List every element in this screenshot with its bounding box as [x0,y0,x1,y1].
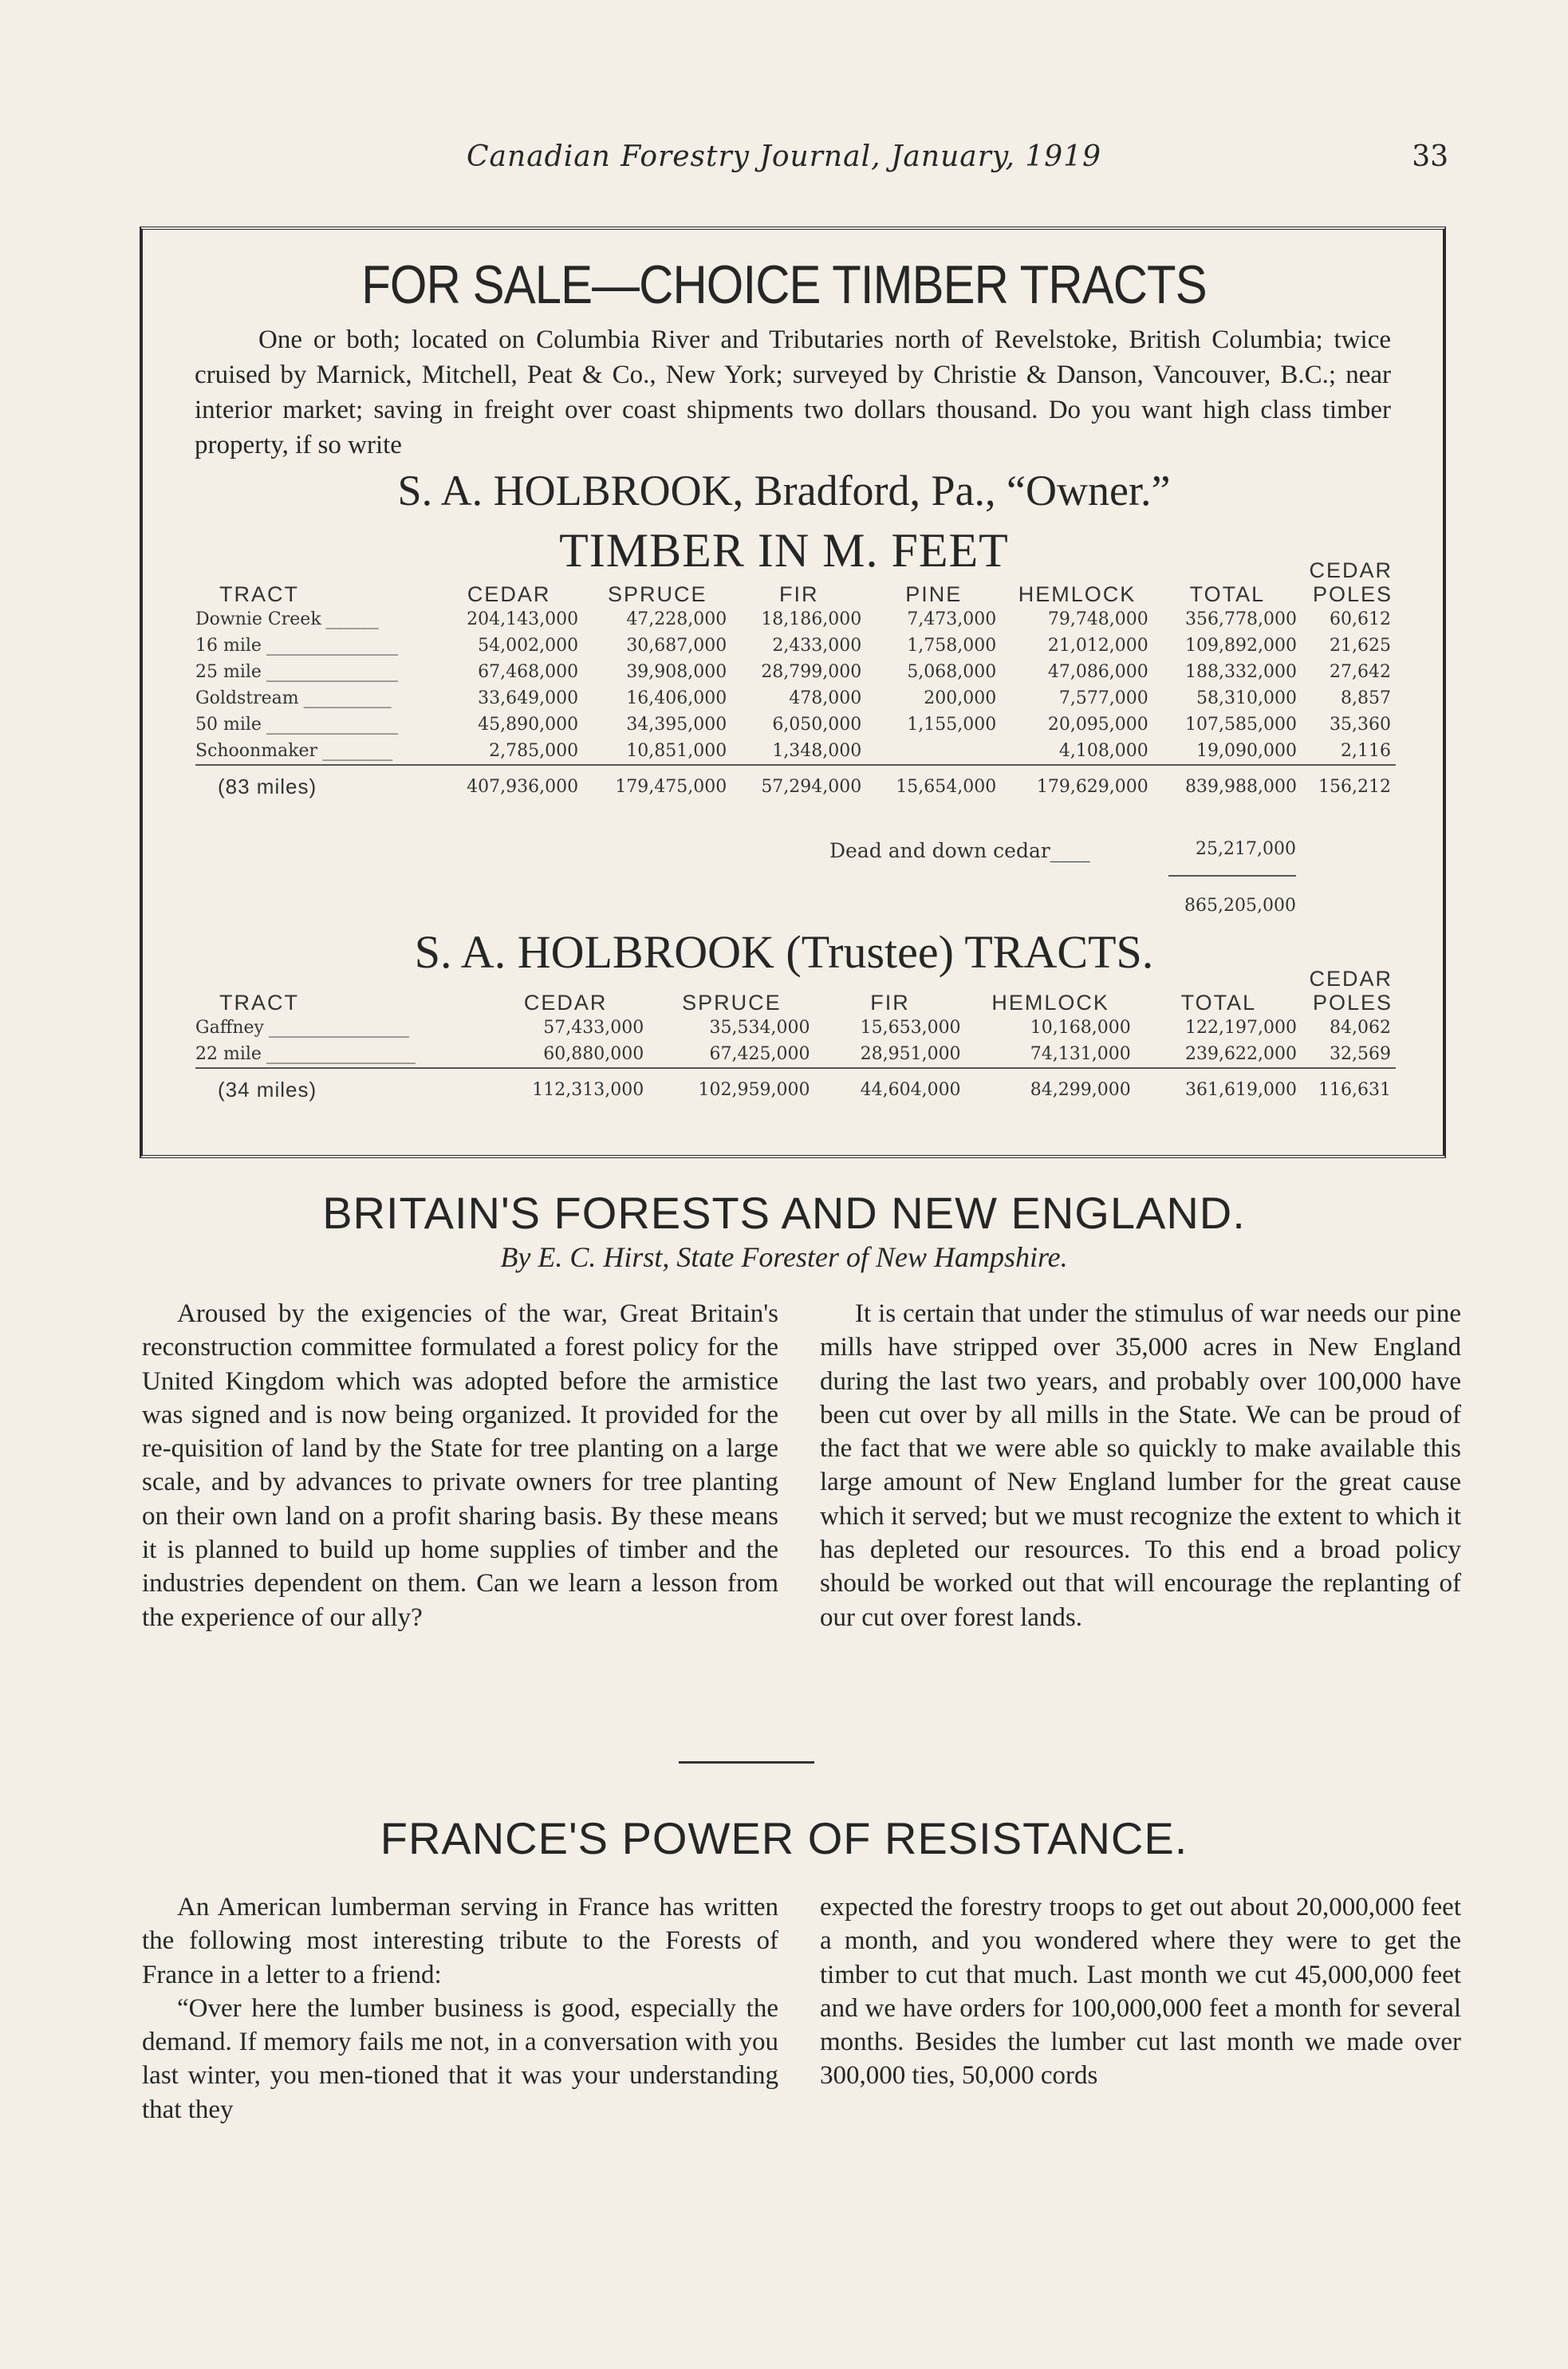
table-cell: 60,612 [1330,609,1391,629]
tract-name [195,711,435,738]
table-row [195,685,1396,711]
table-cell: 356,778,000 [1185,609,1297,629]
col-header-fir: FIR [870,991,910,1015]
article1-paragraph: It is certain that under the stimulus of war needs our pine mills have stripped over 35,000 acres in New England during the last two years, and probably over 100,000 have been cut over by all mills in the State. We can be proud of the fact that we were able so quickly to make available this large amount of New England lumber for the great cause which it served; but we must recognize the extent to which it has depleted our resources. To this end a broad policy should be worked out that will encourage the replanting of our cut over forest lands. [820,1299,1461,1632]
table-row [195,1041,1396,1068]
col-header-tract: TRACT [219,991,299,1015]
table-cell: 47,228,000 [626,609,727,629]
table-cell: 8,857 [1341,688,1391,708]
article2-column-left [142,1890,778,2127]
running-header-title: Canadian Forestry Journal, January, 1919 [467,140,1101,173]
dot-leader: ________________ [268,1018,409,1038]
col-header-tract: TRACT [219,582,299,606]
tract-label: Schoonmaker [195,741,318,761]
ad-body: One or both; located on Columbia River and Tributaries north of Revelstoke, British Columbia; twice cruised by Marnick, Mitchell, Peat & Co., New York; surveyed by Christie & Danson, Vancouver, B.C.; near interior market; saving in freight over coast shipments two dollars thousand. Do you want high class timber property, if so write [195,325,1391,459]
table-cell: 19,090,000 [1196,741,1297,761]
tract-name [195,659,435,685]
tract-name [195,606,435,633]
article1-byline: By E. C. Hirst, State Forester of New Hampshire. [500,1241,1068,1273]
table-cell: 34,395,000 [626,715,727,735]
article1-column-right [820,1297,1461,1634]
article2-column-right [820,1890,1461,2093]
table-cell: 57,433,000 [543,1018,644,1038]
table-cell: 30,687,000 [626,636,727,656]
table-cell: 10,851,000 [626,741,727,761]
table-cell: 58,310,000 [1196,688,1297,708]
dot-leader: ________ [322,741,393,761]
total-cell: 179,629,000 [1036,777,1148,797]
table-row [195,633,1396,659]
col-header-total: TOTAL [1189,582,1266,606]
dead-cedar-label: Dead and down cedar____ [829,839,1090,862]
table-cell: 45,890,000 [478,715,579,735]
total-cell: 156,212 [1318,777,1391,797]
table-cell [866,738,1001,765]
article2-paragraph: expected the forestry troops to get out about 20,000,000 feet a month, and you wondered where they were to get the timber to cut that much. Last month we cut 45,000,000 feet and we have orders for 100,000,000 feet a month for several months. Besides the lumber cut last month we made over 300,000 ties, 50,000 cords [820,1893,1461,2091]
table-row [195,659,1396,685]
col-header-spruce: SPRUCE [682,991,782,1015]
table-cell: 188,332,000 [1185,662,1297,682]
table-cell: 2,116 [1341,741,1391,761]
table-cell: 27,642 [1330,662,1391,682]
tract-name [195,633,435,659]
table-cell: 239,622,000 [1185,1044,1297,1064]
total-rule [195,1068,1396,1077]
table-cell: 2,785,000 [489,741,579,761]
timber-table-heading: TIMBER IN M. FEET [559,524,1009,577]
table-cell: 74,131,000 [1030,1044,1131,1064]
table-cell: 21,012,000 [1047,636,1148,656]
table-cell: 20,095,000 [1047,715,1148,735]
table-cell: 84,062 [1330,1018,1391,1038]
tract-label: Downie Creek [195,609,321,629]
table-cell: 21,625 [1330,636,1391,656]
trustee-table-heading: S. A. HOLBROOK (Trustee) TRACTS. [414,926,1154,978]
table-cell: 60,880,000 [543,1044,644,1064]
tract-label: 50 mile [195,715,262,735]
dot-leader: ______ [325,609,379,629]
article1-title: BRITAIN'S FORESTS AND NEW ENGLAND. [322,1188,1246,1238]
table-cell: 35,534,000 [709,1018,810,1038]
table-cell: 35,360 [1330,715,1391,735]
table-cell: 6,050,000 [772,715,862,735]
total-cell: 112,313,000 [532,1080,644,1100]
table-cell: 54,002,000 [478,636,579,656]
dot-leader: _______________ [266,636,398,656]
total-rule [195,765,1396,774]
table-cell: 33,649,000 [478,688,579,708]
total-cell: 84,299,000 [1030,1080,1131,1100]
dead-cedar-value: 25,217,000 [1196,839,1296,859]
table-cell: 79,748,000 [1047,609,1148,629]
col-header-pine: PINE [905,582,963,606]
dot-leader: _______________ [266,715,398,735]
col-header-cedar: CEDAR [523,991,608,1015]
total-cell: 179,475,000 [615,777,727,797]
section-divider [679,1761,814,1764]
col-header-cedar-poles: CEDAR POLES [1309,558,1393,606]
col-header-cedar: CEDAR [467,582,551,606]
tract-name [195,738,435,765]
table-cell: 1,758,000 [907,636,997,656]
ad-owner: S. A. HOLBROOK, Bradford, Pa., “Owner.” [397,467,1171,514]
table-row [195,738,1396,765]
ad-title: FOR SALE—CHOICE TIMBER TRACTS [361,254,1207,315]
table-cell: 28,799,000 [761,662,862,682]
grand-total-rule [1168,875,1296,877]
col-header-fir: FIR [779,582,819,606]
table-cell: 204,143,000 [467,609,579,629]
dot-leader: __________ [303,688,392,708]
total-cell: 57,294,000 [761,777,862,797]
article2-title: FRANCE'S POWER OF RESISTANCE. [380,1813,1188,1863]
table-row [195,606,1396,633]
table-row [195,1015,1396,1041]
table-cell: 109,892,000 [1185,636,1297,656]
table-row [195,711,1396,738]
dot-leader: _______________ [266,662,398,682]
table-cell: 32,569 [1330,1044,1391,1064]
total-label: (83 miles) [218,775,317,798]
table-cell: 18,186,000 [761,609,862,629]
total-cell: 839,988,000 [1185,777,1297,797]
total-cell: 407,936,000 [467,777,579,797]
tract-name [195,1015,483,1041]
total-cell: 116,631 [1318,1080,1391,1100]
col-header-hemlock: HEMLOCK [991,991,1109,1015]
table-cell: 7,473,000 [907,609,997,629]
total-row [195,1077,1396,1103]
table-cell: 4,108,000 [1058,741,1148,761]
grand-total-value: 865,205,000 [1184,896,1296,916]
table-cell: 5,068,000 [907,662,997,682]
table-cell: 7,577,000 [1058,688,1148,708]
tract-label: Goldstream [195,688,299,708]
table-cell: 10,168,000 [1030,1018,1131,1038]
table-cell: 16,406,000 [626,688,727,708]
total-cell: 44,604,000 [860,1080,961,1100]
col-header-total: TOTAL [1180,991,1257,1015]
table-cell: 1,155,000 [907,715,997,735]
total-row [195,774,1396,800]
table-cell: 122,197,000 [1185,1018,1297,1038]
table-cell: 67,468,000 [478,662,579,682]
table-cell: 200,000 [924,688,997,708]
article2-paragraph: An American lumberman serving in France has written the following most interesting tribute to the Forests of France in a letter to a friend: [142,1893,778,1989]
tract-label: Gaffney [195,1018,264,1038]
article1-column-left [142,1297,778,1634]
table-cell: 28,951,000 [860,1044,961,1064]
tract-label: 22 mile [195,1044,262,1064]
table-cell: 107,585,000 [1185,715,1297,735]
total-cell: 361,619,000 [1185,1080,1297,1100]
table-cell: 47,086,000 [1047,662,1148,682]
total-cell: 102,959,000 [698,1080,810,1100]
table-cell: 2,433,000 [772,636,862,656]
timber-table [195,558,1396,800]
article1-paragraph: Aroused by the exigencies of the war, Great Britain's reconstruction committee formulated a forest policy for the United Kingdom which was adopted before the armistice was signed and is now being organized. It provided for the re-quisition of land by the State for tree planting on a large scale, and by advances to private owners for tree planting on their own land on a profit sharing basis. By these means it is planned to build up home supplies of timber and the industries dependent on them. Can we learn a lesson from the experience of our ally? [142,1299,778,1632]
article2-paragraph: “Over here the lumber business is good, especially the demand. If memory fails me not, in a conversation with you last winter, you men-tioned that it was your understanding that they [142,1993,778,2124]
col-header-cedar-poles: CEDAR POLES [1309,967,1393,1015]
table-cell: 1,348,000 [772,741,862,761]
table-cell: 478,000 [789,688,862,708]
dot-leader: _________________ [266,1044,416,1064]
tract-name [195,1041,483,1068]
table-cell: 67,425,000 [709,1044,810,1064]
table-cell: 39,908,000 [626,662,727,682]
col-header-spruce: SPRUCE [607,582,707,606]
total-label: (34 miles) [218,1078,317,1102]
tract-label: 25 mile [195,662,262,682]
table-cell: 15,653,000 [860,1018,961,1038]
trustee-table [195,967,1396,1103]
page-number: 33 [1412,140,1448,173]
tract-name [195,685,435,711]
total-cell: 15,654,000 [896,777,997,797]
tract-label: 16 mile [195,636,262,656]
col-header-hemlock: HEMLOCK [1018,582,1137,606]
